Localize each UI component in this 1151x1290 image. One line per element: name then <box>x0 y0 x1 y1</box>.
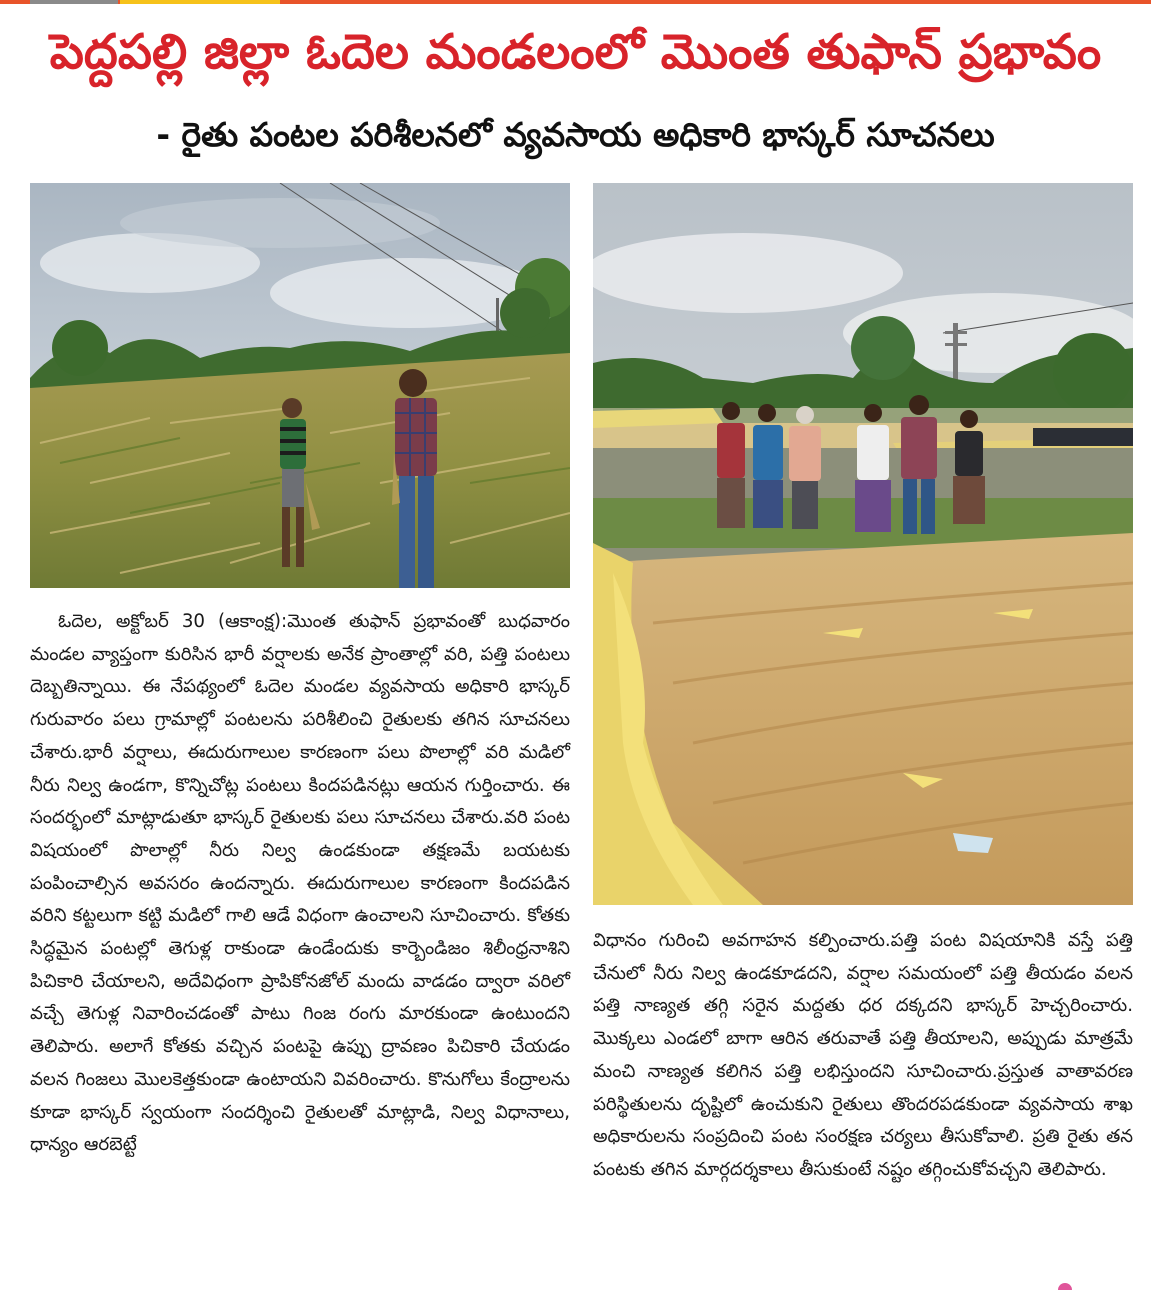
article-body-right-column: విధానం గురించి అవగాహన కల్పించారు.పత్తి పంట విషయానికి వస్తే పత్తి చేనులో నీరు నిల్వ ఉండకూడదని, వర్షాల సమయంలో పత్తి తీయడం వలన పత్తి నాణ్యత తగ్గి సరైన మద్దతు ధర దక్కదని భాస్కర్ హెచ్చరించారు. మొక్కలు ఎండలో బాగా ఆరిన తరువాతే పత్తి తీయాలని, అప్పుడు మాత్రమే మంచి నాణ్యత కలిగిన పత్తి లభిస్తుందని సూచించారు.ప్రస్తుత వాతావరణ పరిస్థితులను దృష్టిలో ఉంచుకుని రైతులు తొందరపడకుండా వ్యవసాయ శాఖ అధికారులను సంప్రదించి పంట సంరక్షణ చర్యలు తీసుకోవాలి. ప్రతి రైతు తన పంటకు తగిన మార్గదర్శకాలు తీసుకుంటే నష్టం తగ్గించుకోవచ్చని తెలిపారు. <box>593 930 1133 1180</box>
top-accent-yellow <box>120 0 280 4</box>
top-accent-gray <box>30 0 118 4</box>
photo-paddy-field-inspection <box>30 183 570 588</box>
decorative-mark <box>1058 1283 1072 1290</box>
headline: పెద్దపల్లి జిల్లా ఓదెల మండలంలో మొంత తుఫాన్ ప్రభావం <box>49 24 1102 80</box>
subheadline: - రైతు పంటల పరిశీలనలో వ్యవసాయ అధికారి భాస్కర్ సూచనలు <box>156 115 995 154</box>
article-body-left-column: ఓదెల, అక్టోబర్ 30 (ఆకాంక్ష):మొంత తుఫాన్ ప్రభావంతో బుధవారం మండల వ్యాప్తంగా కురిసిన భారీ వర్షాలకు అనేక ప్రాంతాల్లో వరి, పత్తి పంటలు దెబ్బతిన్నాయి. ఈ నేపథ్యంలో ఓదెల మండల వ్యవసాయ అధికారి భాస్కర్ గురువారం పలు గ్రామాల్లో పంటలను పరిశీలించి రైతులకు తగిన సూచనలు చేశారు.భారీ వర్షాలు, ఈదురుగాలుల కారణంగా పలు పొలాల్లో వరి మడిలో నీరు నిల్వ ఉండగా, కొన్నిచోట్ల పంటలు కిందపడినట్లు ఆయన గుర్తించారు. ఈ సందర్భంలో మాట్లాడుతూ భాస్కర్ రైతులకు పలు సూచనలు చేశారు.వరి పంట విషయంలో పొలాల్లో నీరు నిల్వ ఉండకుండా తక్షణమే బయటకు పంపించాల్సిన అవసరం ఉందన్నారు. ఈదురుగాలుల కారణంగా కిందపడిన వరిని కట్టలుగా కట్టి మడిలో గాలి ఆడే విధంగా ఉంచాలని సూచించారు. కోతకు సిద్ధమైన పంటల్లో తెగుళ్ల రాకుండా ఉండేందుకు కార్బెండిజం శిలీంధ్రనాశిని పిచికారి చేయాలని, అదేవిధంగా ప్రాపికోనజోల్ మందు వాడడం ద్వారా వరిలో వచ్చే తెగుళ్ల నివారించడంతో పాటు గింజ రంగు మారకుండా ఉంటుందని తెలిపారు. అలాగే కోతకు వచ్చిన పంటపై ఉప్పు ద్రావణం పిచికారి చేయడం వలన గింజలు మొలకెత్తకుండా ఉంటాయని వివరించారు. కొనుగోలు కేంద్రాలను కూడా భాస్కర్ స్వయంగా సందర్శించి రైతులతో మాట్లాడి, నిల్వ విధానాలు, ధాన్యం ఆరబెట్టే <box>30 611 570 1156</box>
photo-paddy-drying-yard <box>593 183 1133 905</box>
